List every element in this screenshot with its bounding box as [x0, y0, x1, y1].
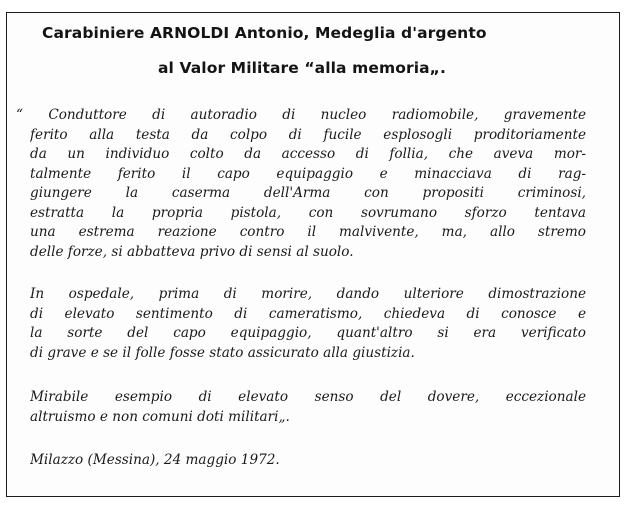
text-line: estratta la propria pistola, con sovrumano sforzo tentava	[30, 204, 586, 221]
text-line: da un individuo colto da accesso di follia, che aveva mor-	[30, 146, 586, 162]
citation-heading-line-2: al Valor Militare “alla memoria„.	[158, 59, 446, 77]
citation-paragraph-2	[30, 285, 586, 363]
text-line: talmente ferito il capo equipaggio e minacciava di rag-	[30, 165, 586, 182]
citation-paragraph-3	[30, 388, 586, 427]
text-line: la sorte del capo equipaggio, quant'altro si era verificato	[30, 325, 586, 341]
text-line: delle forze, si abbatteva privo di sensi al suolo.	[30, 243, 354, 260]
text-line: altruismo e non comuni doti militari„.	[30, 408, 290, 425]
text-line: Mirabile esempio di elevato senso del dovere, eccezionale	[30, 389, 586, 405]
citation-paragraph-1	[16, 106, 586, 262]
text-line: una estrema reazione contro il malvivente, ma, allo stremo	[30, 224, 586, 240]
text-line: giungere la caserma dell'Arma con propositi criminosi,	[30, 185, 586, 201]
place-date-line: Milazzo (Messina), 24 maggio 1972.	[30, 452, 280, 468]
text-line: di grave e se il folle fosse stato assicurato alla giustizia.	[30, 344, 415, 361]
citation-heading-line-1: Carabiniere ARNOLDI Antonio, Medeglia d'argento	[42, 24, 487, 42]
text-line: di elevato sentimento di cameratismo, chiedeva di conosce e	[30, 305, 586, 322]
text-line: ferito alla testa da colpo di fucile esplosogli proditoriamente	[30, 126, 586, 143]
text-line: “ Conduttore di autoradio di nucleo radiomobile, gravemente	[16, 107, 586, 123]
citation-place-date	[30, 451, 586, 471]
text-line: In ospedale, prima di morire, dando ulteriore dimostrazione	[30, 286, 586, 302]
